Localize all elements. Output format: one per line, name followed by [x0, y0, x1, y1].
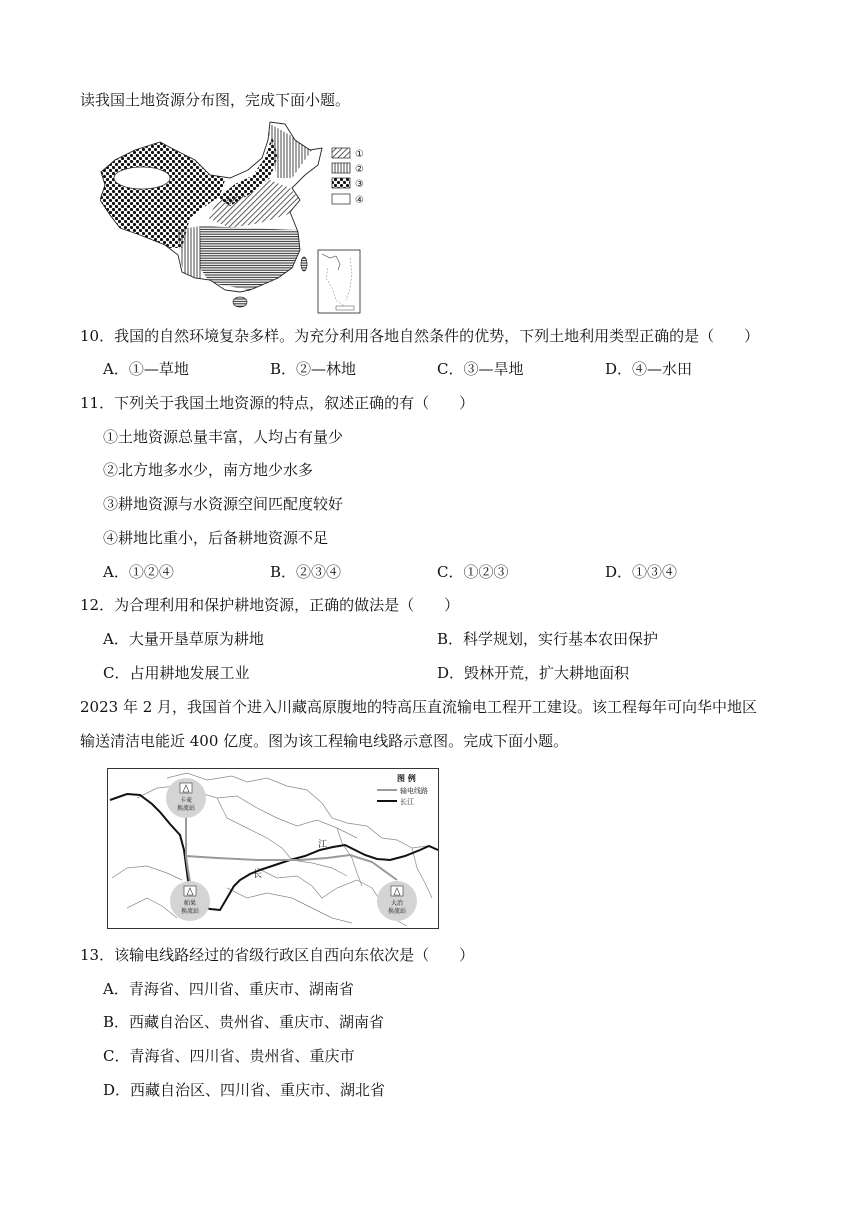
section2-intro-line-2: 输送清洁电能近 400 亿度。图为该工程输电线路示意图。完成下面小题。	[80, 732, 569, 750]
q10-option-d[interactable]: D．④—水田	[605, 360, 693, 378]
transmission-line-map	[107, 768, 439, 929]
legend-label-3: ③	[355, 179, 364, 190]
legend-river-label: 长江	[400, 798, 414, 806]
station-1-name: 卡麦	[179, 797, 193, 804]
q13-stem: 13．该输电线路经过的省级行政区自西向东依次是（ ）	[80, 946, 475, 964]
station-3-name: 大冶	[390, 900, 404, 907]
station-daye	[377, 881, 417, 921]
hainan-island	[233, 297, 247, 307]
legend-label-2: ②	[355, 164, 364, 175]
station-1-type: 换流站	[176, 805, 196, 812]
region-south	[200, 226, 300, 290]
q10-option-c[interactable]: C．③—旱地	[437, 360, 524, 378]
map1-legend	[332, 148, 364, 206]
q12-option-a[interactable]: A．大量开垦草原为耕地	[103, 630, 264, 648]
q11-option-d[interactable]: D．①③④	[605, 563, 678, 581]
legend-label-1: ①	[355, 149, 364, 160]
q12-option-d[interactable]: D．毁林开荒，扩大耕地面积	[437, 664, 630, 682]
river-label-chang: 长	[253, 870, 263, 880]
q11-statement-1: ①土地资源总量丰富，人均占有量少	[103, 428, 344, 446]
station-kamai	[166, 778, 206, 818]
map2-legend	[369, 770, 437, 812]
q11-statement-4: ④耕地比重小，后备耕地资源不足	[103, 529, 329, 547]
region-vertical-sw	[178, 226, 202, 283]
station-3-type: 换流站	[387, 908, 407, 915]
section2-intro-line-1: 2023 年 2 月，我国首个进入川藏高原腹地的特高压直流输电工程开工建设。该工程每年可向华中地区	[80, 698, 758, 716]
q12-stem: 12．为合理利用和保护耕地资源，正确的做法是（ ）	[80, 596, 460, 614]
region-blank-basin	[114, 167, 170, 189]
land-resource-map	[100, 118, 365, 318]
q11-stem: 11．下列关于我国土地资源的特点，叙述正确的有（ ）	[80, 394, 475, 412]
q12-option-b[interactable]: B．科学规划，实行基本农田保护	[437, 630, 659, 648]
q10-option-a[interactable]: A．①—草地	[103, 360, 189, 378]
q11-statement-3: ③耕地资源与水资源空间匹配度较好	[103, 495, 344, 513]
station-2-name: 帕果	[183, 900, 197, 907]
south-sea-inset	[318, 250, 360, 313]
legend-label-4: ④	[355, 195, 364, 206]
map2-legend-title: 图 例	[397, 774, 416, 783]
q13-option-c[interactable]: C．青海省、四川省、贵州省、重庆市	[103, 1047, 355, 1065]
q12-option-c[interactable]: C．占用耕地发展工业	[103, 664, 250, 682]
q13-option-d[interactable]: D．西藏自治区、四川省、重庆市、湖北省	[103, 1081, 386, 1099]
legend-transmission-line-label: 输电线路	[400, 787, 428, 795]
q10-stem: 10．我国的自然环境复杂多样。为充分利用各地自然条件的优势，下列土地利用类型正确的是（ ）	[80, 327, 760, 345]
q11-statement-2: ②北方地多水少，南方地少水多	[103, 461, 314, 479]
river-label-jiang: 江	[318, 840, 328, 850]
map-regions	[100, 118, 330, 318]
q11-option-a[interactable]: A．①②④	[103, 563, 174, 581]
q11-option-b[interactable]: B．②③④	[270, 563, 342, 581]
q13-option-a[interactable]: A．青海省、四川省、重庆市、湖南省	[103, 980, 354, 998]
station-paguo	[170, 881, 210, 921]
station-2-type: 换流站	[180, 908, 200, 915]
section1-intro: 读我国土地资源分布图，完成下面小题。	[80, 91, 351, 109]
q11-option-c[interactable]: C．①②③	[437, 563, 509, 581]
taiwan-island	[301, 257, 307, 271]
q13-option-b[interactable]: B．西藏自治区、贵州省、重庆市、湖南省	[103, 1013, 385, 1031]
q10-option-b[interactable]: B．②—林地	[270, 360, 357, 378]
